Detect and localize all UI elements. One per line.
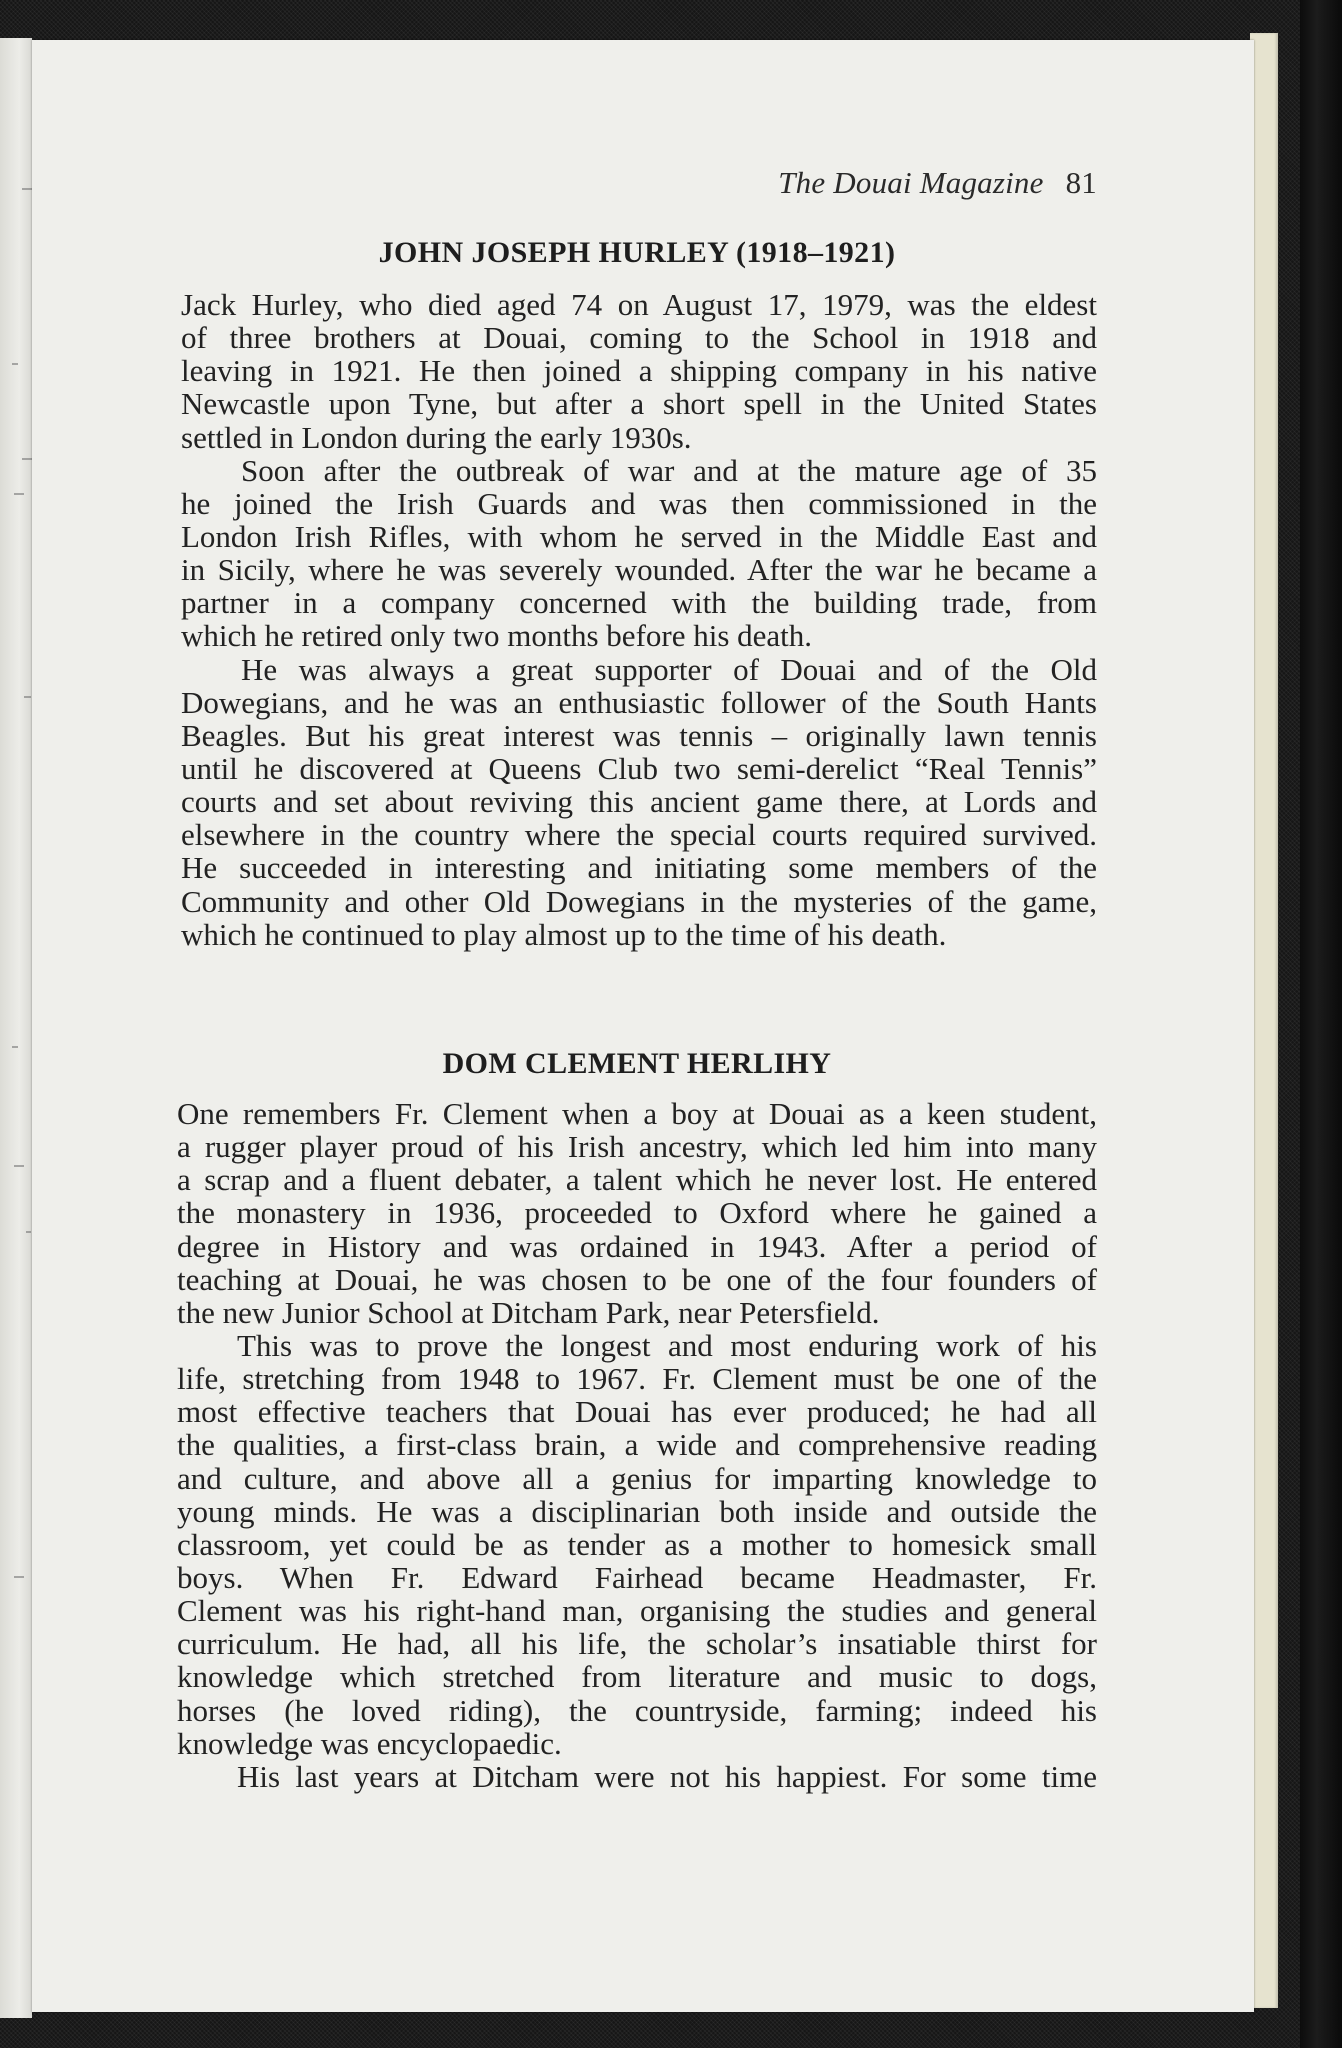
margin-mark <box>24 696 31 698</box>
text-line: the new Junior School at Ditcham Park, near Petersfield. <box>177 1294 880 1330</box>
text-line: settled in London during the early 1930s. <box>181 419 692 455</box>
section-title-herlihy: DOM CLEMENT HERLIHY <box>442 1047 832 1080</box>
section-title-hurley: JOHN JOSEPH HURLEY (1918–1921) <box>378 236 896 269</box>
text-line: Newcastle upon Tyne, but after a short spell in the United States <box>181 386 1097 422</box>
paragraph-first-line: This was to prove the longest and most enduring work of his <box>237 1327 1097 1363</box>
text-line: which he retired only two months before his death. <box>181 618 813 654</box>
text-line: the qualities, a first-class brain, a wide and comprehensive reading <box>177 1427 1097 1463</box>
paragraph-first-line: He was always a great supporter of Douai and of the Old <box>241 651 1097 687</box>
paragraph-first-line: His last years at Ditcham were not his happiest. For some time <box>237 1758 1097 1794</box>
text-line: horses (he loved riding), the countryside, farming; indeed his <box>177 1692 1097 1728</box>
text-line: leaving in 1921. He then joined a shipping company in his native <box>181 353 1097 389</box>
text-line: until he discovered at Queens Club two semi-derelict “Real Tennis” <box>181 750 1097 786</box>
page-block-edge <box>1250 33 1278 2008</box>
section-body-herlihy <box>177 1097 1097 1793</box>
text-line: One remembers Fr. Clement when a boy at Douai as a keen student, <box>177 1096 1097 1131</box>
text-line: Dowegians, and he was an enthusiastic follower of the South Hants <box>181 684 1097 720</box>
text-line: He succeeded in interesting and initiating some members of the <box>181 850 1097 886</box>
text-line: degree in History and was ordained in 1943. After a period of <box>177 1228 1097 1264</box>
margin-mark <box>12 1046 18 1048</box>
facing-page-edge <box>0 38 32 2018</box>
text-line: life, stretching from 1948 to 1967. Fr. Clement must be one of the <box>177 1361 1097 1397</box>
margin-mark <box>14 493 24 495</box>
running-head <box>778 165 1097 201</box>
text-line: he joined the Irish Guards and was then commissioned in the <box>181 485 1097 521</box>
text-line: partner in a company concerned with the building trade, from <box>181 585 1097 621</box>
text-line: the monastery in 1936, proceeded to Oxford where he gained a <box>177 1195 1097 1231</box>
margin-mark <box>14 1165 24 1167</box>
text-line: Beagles. But his great interest was tennis – originally lawn tennis <box>181 717 1097 753</box>
text-line: and culture, and above all a genius for imparting knowledge to <box>177 1460 1097 1496</box>
text-line: a scrap and a fluent debater, a talent which he never lost. He entered <box>177 1162 1097 1198</box>
text-line: boys. When Fr. Edward Fairhead became Headmaster, Fr. <box>177 1559 1097 1595</box>
margin-mark <box>22 188 32 190</box>
text-line: most effective teachers that Douai has ever produced; he had all <box>177 1394 1097 1430</box>
paragraph-first-line: Soon after the outbreak of war and at the mature age of 35 <box>241 452 1097 488</box>
margin-mark <box>14 1576 24 1578</box>
text-line: young minds. He was a disciplinarian both inside and outside the <box>177 1493 1097 1529</box>
margin-mark <box>12 363 18 365</box>
text-line: a rugger player proud of his Irish ancestry, which led him into many <box>177 1129 1097 1165</box>
text-line: knowledge was encyclopaedic. <box>177 1725 562 1761</box>
text-line: of three brothers at Douai, coming to the School in 1918 and <box>181 320 1097 356</box>
text-line: Community and other Old Dowegians in the mysteries of the game, <box>181 883 1097 919</box>
text-line: in Sicily, where he was severely wounded. After the war he became a <box>181 552 1097 588</box>
text-line: Jack Hurley, who died aged 74 on August 17, 1979, was the eldest <box>181 287 1097 322</box>
margin-mark <box>22 458 32 460</box>
text-line: curriculum. He had, all his life, the scholar’s insatiable thirst for <box>177 1626 1097 1662</box>
text-line: classroom, yet could be as tender as a mother to homesick small <box>177 1526 1097 1562</box>
page-number: 81 <box>1065 165 1097 200</box>
text-line: Clement was his right-hand man, organising the studies and general <box>177 1593 1097 1629</box>
text-line: knowledge which stretched from literature and music to dogs, <box>177 1659 1097 1695</box>
text-line: teaching at Douai, he was chosen to be one of the four founders of <box>177 1261 1097 1297</box>
margin-mark <box>26 1231 31 1233</box>
magazine-title: The Douai Magazine <box>778 165 1044 200</box>
section-body-hurley <box>181 288 1097 951</box>
text-line: which he continued to play almost up to the time of his death. <box>181 916 947 952</box>
text-line: elsewhere in the country where the special courts required survived. <box>181 817 1097 853</box>
cover-spine-edge <box>1300 0 1342 2048</box>
text-line: courts and set about reviving this ancient game there, at Lords and <box>181 784 1097 820</box>
text-line: London Irish Rifles, with whom he served in the Middle East and <box>181 518 1097 554</box>
